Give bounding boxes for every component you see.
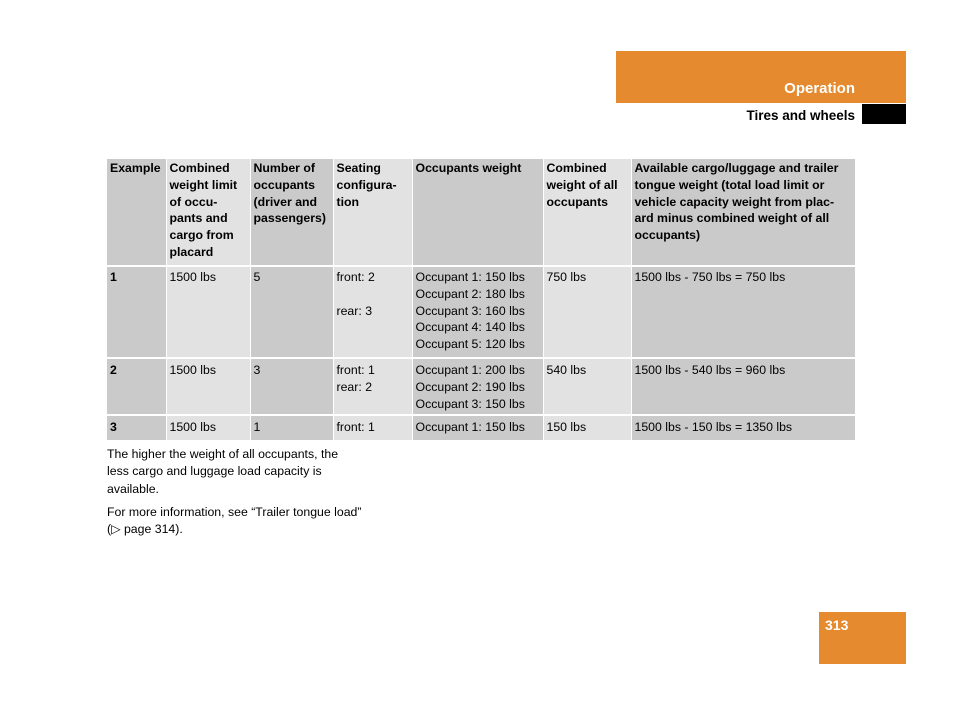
occupant-weight-line: Occupant 2: 190 lbs bbox=[415, 379, 525, 394]
page-number: 313 bbox=[825, 617, 849, 633]
cell-example: 1 bbox=[107, 266, 166, 358]
occupant-weight-line: Occupant 1: 200 lbs bbox=[415, 363, 525, 377]
seating-line: rear: 2 bbox=[336, 379, 373, 394]
table-row bbox=[107, 358, 855, 415]
seating-line: front: 1 bbox=[336, 420, 375, 435]
cell-occupants-weight bbox=[412, 358, 543, 415]
seating-spacer bbox=[337, 286, 409, 303]
cell-occupants: 5 bbox=[250, 266, 333, 358]
cell-occupants: 3 bbox=[250, 358, 333, 415]
occupant-weight-line: Occupant 3: 160 lbs bbox=[415, 303, 525, 318]
cell-seating bbox=[333, 415, 412, 441]
cell-example: 2 bbox=[107, 358, 166, 415]
page-number-tab bbox=[819, 612, 906, 664]
load-example-table bbox=[107, 159, 855, 442]
table-row bbox=[107, 415, 855, 441]
header-combined-weight: Combined weight of all occupants bbox=[543, 159, 631, 266]
cell-occupants-weight bbox=[412, 266, 543, 358]
subsection-header bbox=[616, 104, 906, 124]
cell-combined-weight: 540 lbs bbox=[543, 358, 631, 415]
section-tab bbox=[616, 51, 906, 103]
cell-weight-limit: 1500 lbs bbox=[166, 415, 250, 441]
body-paragraph-trailer-reference: For more information, see “Trailer tongue load” (▷ page 314). bbox=[107, 505, 362, 537]
body-paragraph-occupant-weight: The higher the weight of all occupants, the less cargo and luggage load capacity is available. bbox=[107, 447, 339, 496]
subsection-marker-bar bbox=[862, 104, 906, 124]
cell-seating bbox=[333, 266, 412, 358]
occupant-weight-line: Occupant 1: 150 lbs bbox=[415, 270, 525, 284]
cell-available-cargo: 1500 lbs - 750 lbs = 750 lbs bbox=[631, 266, 855, 358]
header-number-of-occupants: Number of occupants (driver and passengers) bbox=[250, 159, 333, 266]
occupant-weight-line: Occupant 1: 150 lbs bbox=[415, 420, 525, 435]
cell-available-cargo: 1500 lbs - 540 lbs = 960 lbs bbox=[631, 358, 855, 415]
subsection-title: Tires and wheels bbox=[746, 108, 855, 123]
cell-weight-limit: 1500 lbs bbox=[166, 358, 250, 415]
header-example: Example bbox=[107, 159, 166, 266]
header-available-cargo: Available cargo/luggage and trailer tongue weight (total load limit or vehicle capacity weight from plac-ard minus combined weight of all occupants) bbox=[631, 159, 855, 266]
occupant-weight-line: Occupant 2: 180 lbs bbox=[415, 286, 525, 301]
occupant-weight-line: Occupant 5: 120 lbs bbox=[415, 337, 525, 352]
table-row bbox=[107, 266, 855, 358]
occupant-weight-line: Occupant 3: 150 lbs bbox=[415, 396, 525, 411]
cell-occupants: 1 bbox=[250, 415, 333, 441]
seating-line: front: 1 bbox=[336, 363, 375, 377]
table-header-row bbox=[107, 159, 855, 266]
cell-combined-weight: 750 lbs bbox=[543, 266, 631, 358]
occupant-weight-line: Occupant 4: 140 lbs bbox=[415, 320, 525, 335]
cell-combined-weight: 150 lbs bbox=[543, 415, 631, 441]
cell-available-cargo: 1500 lbs - 150 lbs = 1350 lbs bbox=[631, 415, 855, 441]
header-weight-limit: Combined weight limit of occu-pants and cargo from placard bbox=[166, 159, 250, 266]
cell-occupants-weight bbox=[412, 415, 543, 441]
header-seating-configuration: Seating configura-tion bbox=[333, 159, 412, 266]
cell-weight-limit: 1500 lbs bbox=[166, 266, 250, 358]
cell-seating bbox=[333, 358, 412, 415]
header-occupants-weight: Occupants weight bbox=[412, 159, 543, 266]
cell-example: 3 bbox=[107, 415, 166, 441]
seating-line: rear: 3 bbox=[336, 303, 373, 318]
seating-line: front: 2 bbox=[336, 270, 375, 284]
section-title: Operation bbox=[784, 80, 855, 97]
